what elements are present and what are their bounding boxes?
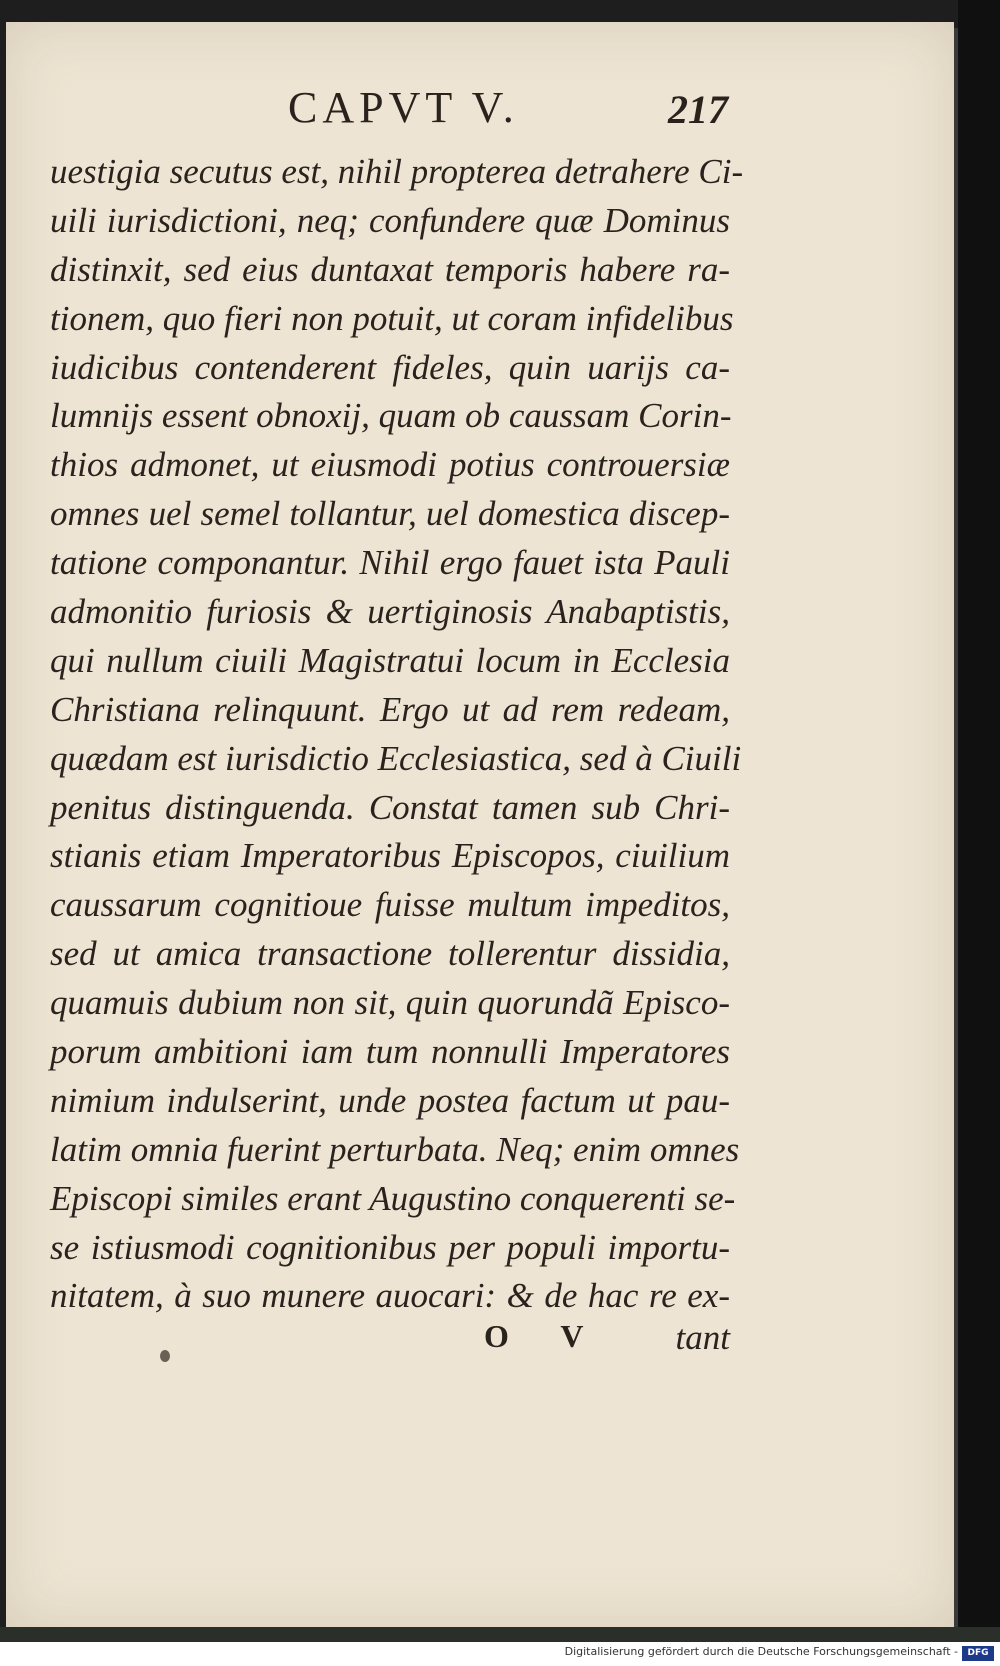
text-line: caussarum cognitioue fuisse multum impeditos, xyxy=(50,885,730,925)
dfg-logo: DFG xyxy=(962,1646,994,1661)
text-line: porum ambitioni iam tum nonnulli Imperatores xyxy=(50,1032,730,1072)
text-line: quamuis dubium non sit, quin quorundã Episco- xyxy=(50,983,730,1023)
text-line: nitatem, à suo munere auocari: & de hac re ex- xyxy=(50,1276,730,1316)
text-line: uili iurisdictioni, neq; confundere quæ Dominus xyxy=(50,200,730,240)
page-bottom-edge xyxy=(0,1627,1000,1642)
text-line: omnes uel semel tollantur, uel domestica discep- xyxy=(50,494,730,534)
text-line: tatione componantur. Nihil ergo fauet ista Pauli xyxy=(50,543,730,583)
running-head xyxy=(288,82,728,132)
text-line: Christiana relinquunt. Ergo ut ad rem redeam, xyxy=(50,689,730,729)
text-line: lumnijs essent obnoxij, quam ob caussam Corin- xyxy=(50,396,732,436)
text-line: distinxit, sed eius duntaxat temporis habere ra- xyxy=(50,249,730,289)
text-line: sed ut amica transactione tollerentur dissidia, xyxy=(50,934,730,974)
funding-credit: Digitalisierung gefördert durch die Deutsche Forschungsgemeinschaft - xyxy=(564,1645,958,1658)
text-line: nimium indulserint, unde postea factum ut pau- xyxy=(50,1080,730,1120)
text-line: thios admonet, ut eiusmodi potius controuersiæ xyxy=(50,445,730,485)
chapter-title: CAPVT V. xyxy=(288,83,519,132)
text-line: admonitio furiosis & uertiginosis Anabaptistis, xyxy=(50,592,730,632)
ink-blot xyxy=(160,1350,170,1362)
text-line: latim omnia fuerint perturbata. Neq; enim omnes xyxy=(50,1129,740,1169)
text-line: uestigia secutus est, nihil propterea detrahere Ci- xyxy=(50,152,744,191)
text-line: quædam est iurisdictio Ecclesiastica, sed à Ciuili xyxy=(50,738,742,778)
catchword: tant xyxy=(675,1318,730,1357)
text-line: stianis etiam Imperatoribus Episcopos, ciuilium xyxy=(50,836,730,876)
text-line: Episcopi similes erant Augustino conquerenti se- xyxy=(50,1178,736,1218)
binding-edge xyxy=(958,0,1000,1642)
page-footer-marks xyxy=(470,1318,730,1366)
text-line: iudicibus contenderent fideles, quin uarijs ca- xyxy=(50,347,730,387)
digitization-footer xyxy=(0,1642,1000,1666)
page-number: 217 xyxy=(668,87,728,132)
body-text xyxy=(50,148,744,1321)
text-line: penitus distinguenda. Constat tamen sub Chri- xyxy=(50,787,730,827)
text-line: se istiusmodi cognitionibus per populi importu- xyxy=(50,1227,730,1267)
signature-mark: O V xyxy=(484,1318,606,1354)
text-line: tionem, quo fieri non potuit, ut coram infidelibus xyxy=(50,298,734,338)
text-line: qui nullum ciuili Magistratui locum in Ecclesia xyxy=(50,640,730,680)
